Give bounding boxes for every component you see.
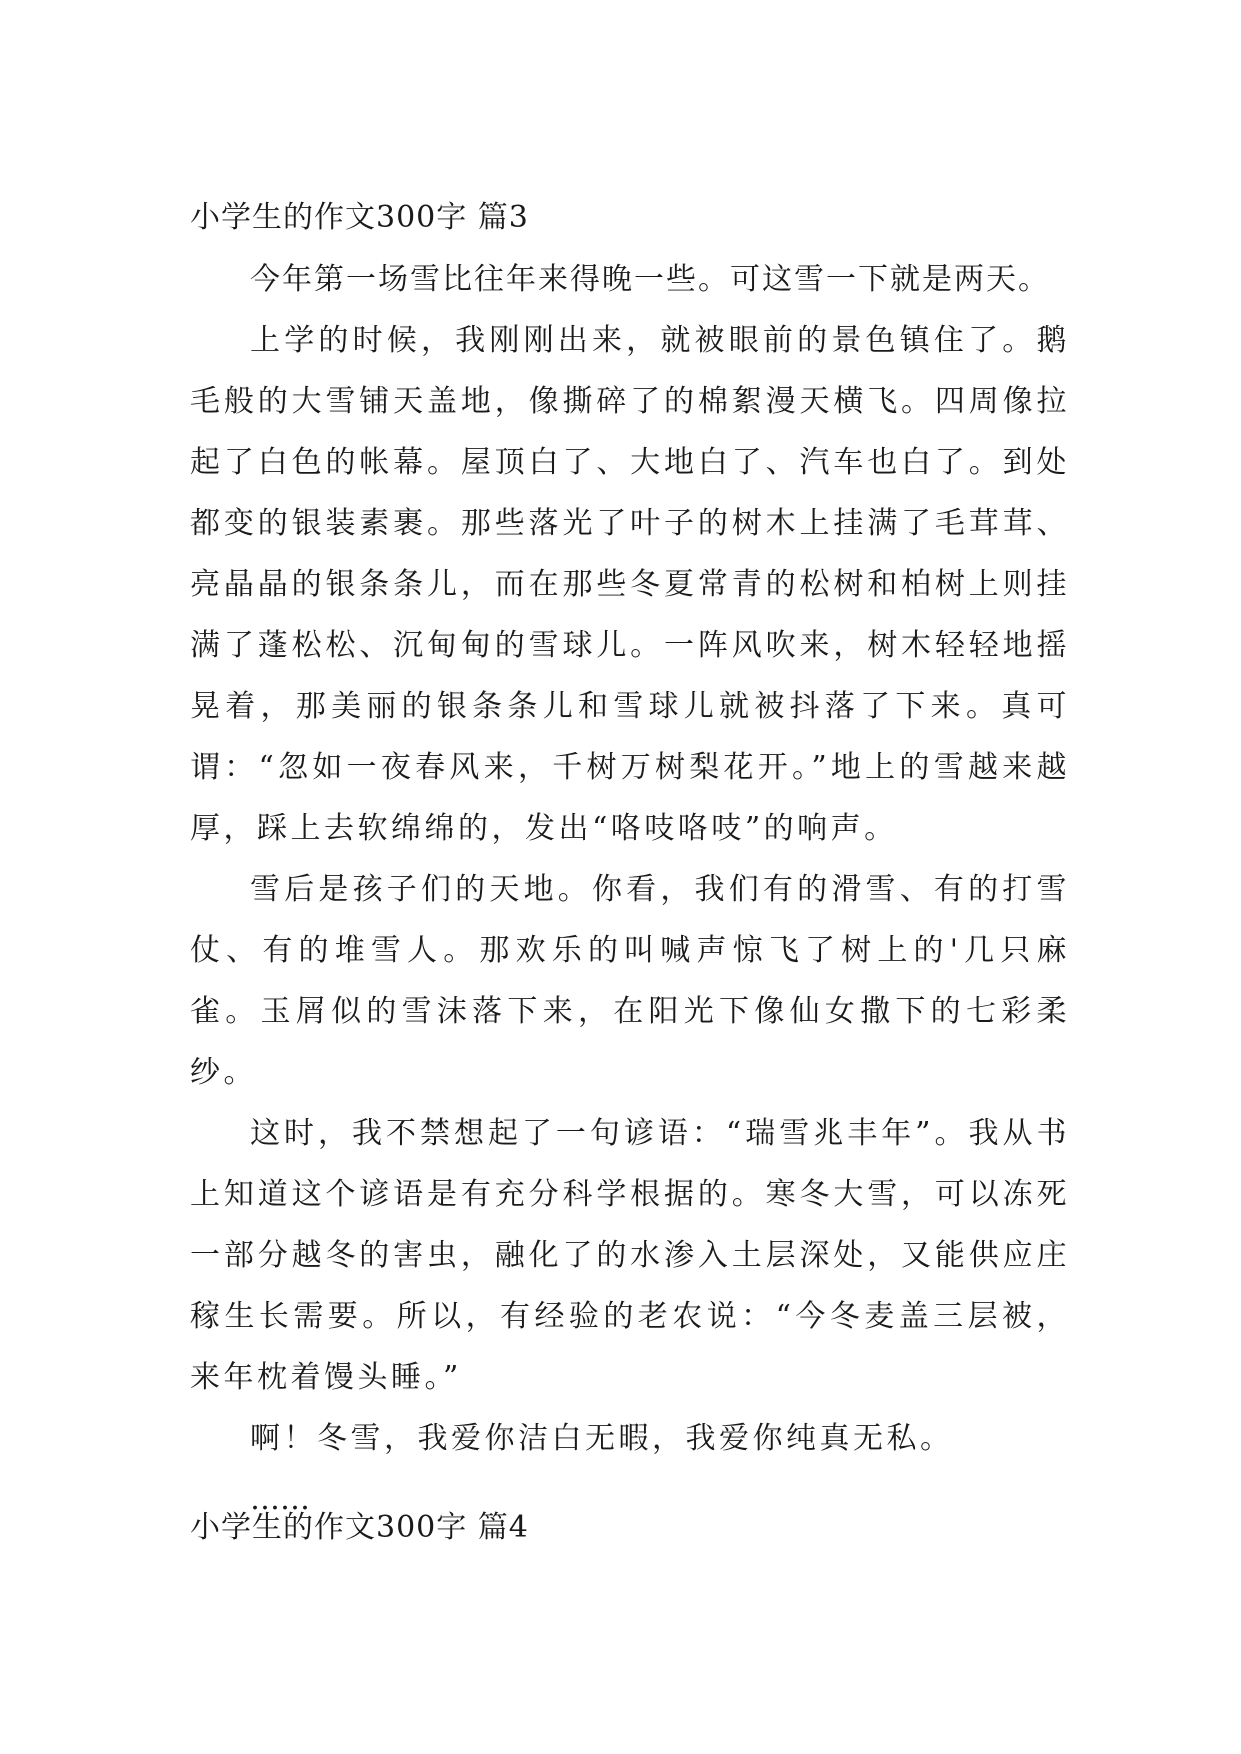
paragraph-proverb: 这时，我不禁想起了一句谚语：“瑞雪兆丰年”。我从书上知道这个谚语是有充分科学根据的。寒冬大雪，可以冻死一部分越冬的害虫，融化了的水渗入土层深处，又能供应庄稼生长需要。所以，有经验的老农说：“今冬麦盖三层被，来年枕着馒头睡。” xyxy=(190,1116,1070,1395)
essay-body xyxy=(190,249,1070,1530)
paragraph-conclusion: 啊！冬雪，我爱你洁白无暇，我爱你纯真无私。 xyxy=(250,1421,954,1456)
section-heading-3: 小学生的作文300字 篇3 xyxy=(190,200,529,235)
paragraph-ellipsis: …… xyxy=(250,1482,310,1517)
paragraph-first-snow: 今年第一场雪比往年来得晚一些。可这雪一下就是两天。 xyxy=(250,262,1050,297)
paragraph-children: 雪后是孩子们的天地。你看，我们有的滑雪、有的打雪仗、有的堆雪人。那欢乐的叫喊声惊飞了树上的'几只麻雀。玉屑似的雪沫落下来，在阳光下像仙女撒下的七彩柔纱。 xyxy=(190,872,1070,1090)
paragraph-scenery: 上学的时候，我刚刚出来，就被眼前的景色镇住了。鹅毛般的大雪铺天盖地，像撕碎了的棉絮漫天横飞。四周像拉起了白色的帐幕。屋顶白了、大地白了、汽车也白了。到处都变的银装素裹。那些落光了叶子的树木上挂满了毛茸茸、亮晶晶的银条条儿，而在那些冬夏常青的松树和柏树上则挂满了蓬松松、沉甸甸的雪球儿。一阵风吹来，树木轻轻地摇晃着，那美丽的银条条儿和雪球儿就被抖落了下来。真可谓：“忽如一夜春风来，千树万树梨花开。”地上的雪越来越厚，踩上去软绵绵的，发出“咯吱咯吱”的响声。 xyxy=(190,323,1070,846)
section-heading-4: 小学生的作文300字 篇4 xyxy=(190,1510,529,1545)
